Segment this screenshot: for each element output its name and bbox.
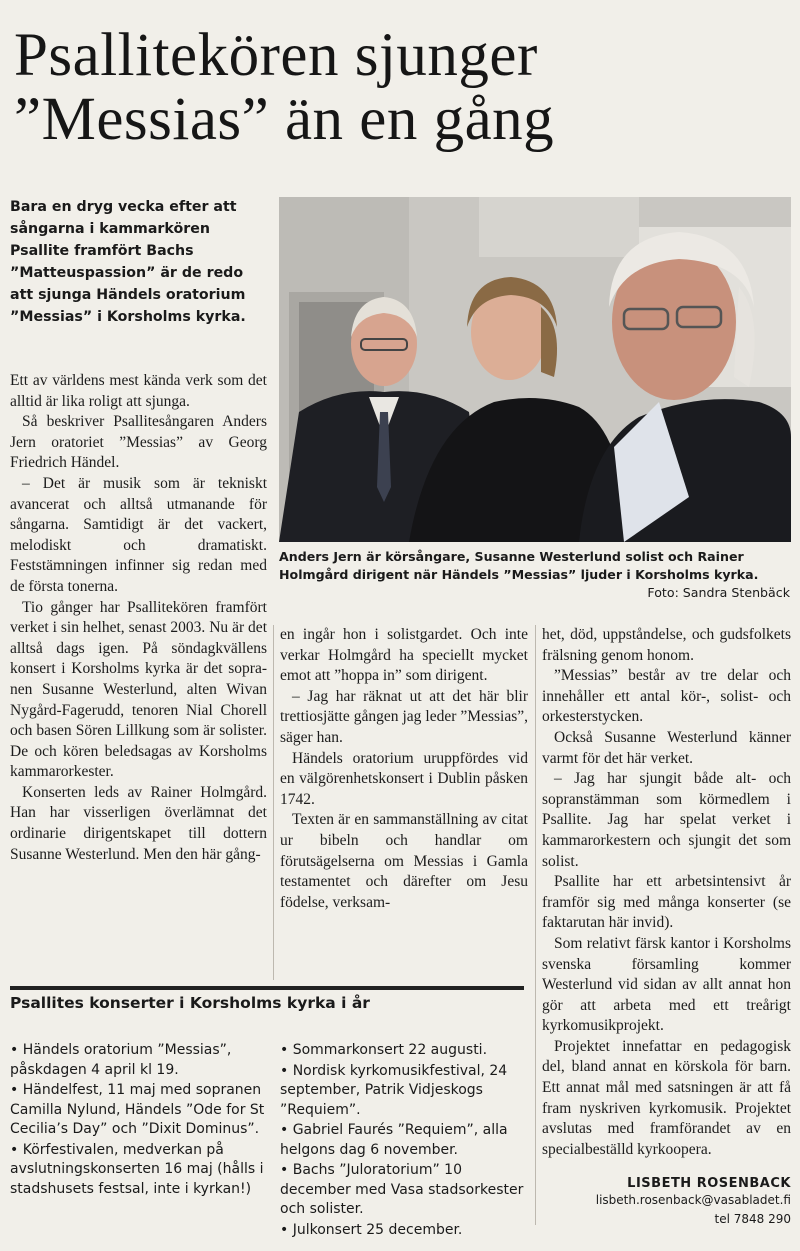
- paragraph: Som relativt färsk kantor i Korsholms svenska församling kommer Westerlund vid sidan av allt annat hon gör att arbeta med ett treårigt kyrkomusikprojekt.: [542, 934, 791, 1035]
- paragraph: Tio gånger har Psallitekören framfört verket i sin helhet, senast 2003. Nu är det alltså dags igen. På söndagkvällens konsert i Korsholms kyrka är det sopranen Susanne Westerlund, alten Wivan Nygård-Fagerudd, tenoren Nial Chorell och basen Sören Lillkung som är solister. De och kören beledsagas av Korsholms kammarorkester.: [10, 598, 267, 781]
- author-name: LISBETH ROSENBACK: [627, 1176, 791, 1191]
- paragraph: – Jag har räknat ut att det här blir trettiosjätte gången jag leder ”Messias”, säger han.: [280, 687, 528, 746]
- paragraph: Händels oratorium uruppfördes vid en välgörenhetskonsert i Dublin påsken 1742.: [280, 749, 528, 808]
- factbox-item: • Händelfest, 11 maj med sopranen Camilla Nylund, Händels ”Ode for St Cecilia’s Day” och ”Dixit Dominus”.: [10, 1082, 265, 1137]
- byline: [542, 1176, 791, 1229]
- paragraph: Projektet innefattar en pedagogisk del, bland annat en körskola för barn. Ett annat mål med satsningen är att få fram nyskriven kyrkomusik. Projektet avslutas med framförandet av en specialbeställd kyrkoopera.: [542, 1037, 791, 1158]
- headline: Psallitekören sjunger ”Messias” än en gång: [14, 22, 555, 153]
- factbox-item: • Sommarkonsert 22 augusti.: [280, 1042, 488, 1058]
- photo-caption: Anders Jern är körsångare, Susanne Westerlund solist och Rainer Holmgård dirigent när Händels ”Messias” ljuder i Korsholms kyrka.: [279, 549, 759, 582]
- column-divider: [273, 625, 274, 980]
- factbox-title: Psallites konserter i Korsholms kyrka i år: [10, 994, 370, 1012]
- article-column-3: [542, 625, 791, 1160]
- paragraph: Ett av världens mest kända verk som det alltid är lika roligt att sjunga.: [10, 372, 267, 410]
- factbox-item: • Gabriel Faurés ”Requiem”, alla helgons dag 6 november.: [280, 1122, 508, 1158]
- factbox-item: • Bachs ”Juloratorium” 10 december med Vasa stadsorkester och solister.: [280, 1162, 524, 1217]
- article-column-1: [10, 371, 267, 865]
- lead-paragraph: Bara en dryg vecka efter att sångarna i kammarkören Psallite framfört Bachs ”Matteuspassion” är de redo att sjunga Händels oratorium ”Messias” i Korsholms kyrka.: [10, 199, 246, 325]
- paragraph: Texten är en sammanställning av citat ur bibeln och handlar om förutsägelserna om Messias i Gamla testamentet och därefter om Jesu födelse, verksam-: [280, 811, 528, 911]
- factbox-column-2: [280, 1041, 526, 1241]
- factbox-item: • Julkonsert 25 december.: [280, 1221, 463, 1238]
- author-phone: tel 7848 290: [714, 1212, 791, 1226]
- factbox-rule: [10, 986, 524, 990]
- factbox-item: • Körfestivalen, medverkan på avslutningskonserten 16 maj (hålls i stadshusets festsal, inte i kyrkan!): [10, 1141, 264, 1197]
- paragraph: het, död, uppståndelse, och gudsfolkets frälsning genom honom.: [542, 626, 791, 664]
- author-email: lisbeth.rosenback@vasabladet.fi: [595, 1193, 791, 1207]
- paragraph: Konserten leds av Rainer Holmgård. Han har visserligen överlämnat det ordinarie dirigentskapet till dottern Susanne Westerlund. Men den här gång-: [10, 783, 267, 863]
- article-photo: [279, 197, 791, 542]
- column-divider: [535, 625, 536, 1225]
- paragraph: ”Messias” består av tre delar och innehåller ett antal kör-, solist- och orkesterstycken.: [542, 667, 791, 726]
- article-column-2: [280, 625, 528, 913]
- photo-credit: Foto: Sandra Stenbäck: [647, 585, 790, 600]
- photo-illustration: [279, 197, 791, 542]
- factbox-item: • Händels oratorium ”Messias”, påskdagen 4 april kl 19.: [10, 1042, 232, 1078]
- factbox-column-1: [10, 1041, 268, 1200]
- paragraph: – Jag har sjungit både alt- och sopranstämman som körmedlem i Psallite. Jag har spelat verket i kammarorkestern och sjungit det som solist.: [542, 770, 791, 870]
- paragraph: Också Susanne Westerlund känner varmt för det här verket.: [542, 728, 791, 767]
- paragraph: Psallite har ett arbetsintensivt år framför sig med många konserter (se faktarutan här invid).: [542, 873, 791, 932]
- factbox-item: • Nordisk kyrkomusikfestival, 24 september, Patrik Vidjeskogs ”Requiem”.: [280, 1062, 508, 1118]
- paragraph: en ingår hon i solistgardet. Och inte verkar Holmgård ha speciellt mycket emot att ”hoppa in” som dirigent.: [280, 626, 528, 685]
- paragraph: Så beskriver Psallitesångaren Anders Jern oratoriet ”Messias” av Georg Friedrich Händel.: [10, 413, 267, 472]
- paragraph: – Det är musik som är tekniskt avancerat och alltså utmanande för sångarna. Samtidigt är det vackert, melodiskt och dramatiskt. Feststämningen infinner sig redan med de första tonerna.: [10, 474, 267, 595]
